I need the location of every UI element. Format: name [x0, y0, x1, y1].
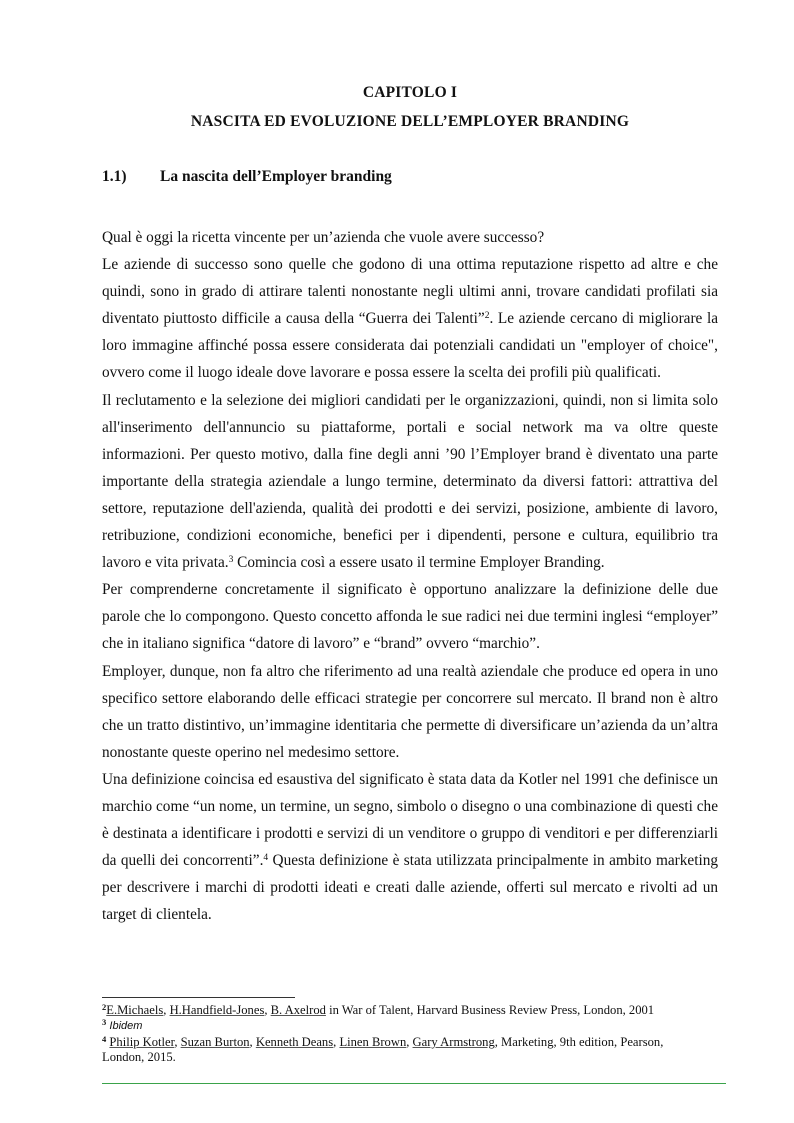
- footnote-author-link[interactable]: H.Handfield-Jones: [169, 1003, 265, 1017]
- body-text: [102, 224, 718, 928]
- footnote-ref[interactable]: 3: [228, 555, 234, 566]
- paragraph: Qual è oggi la ricetta vincente per un’azienda che vuole avere successo?: [102, 229, 545, 246]
- footnote-author-link[interactable]: Suzan Burton: [180, 1034, 250, 1049]
- section-heading: [102, 168, 718, 186]
- footnote-author-link[interactable]: E.Michaels: [106, 1003, 164, 1017]
- paragraph: Per comprenderne concretamente il significato è opportuno analizzare la definizione delle due parole che lo compongono. Questo concetto affonda le sue radici nei due termini inglesi “employer” che in italiano significa “datore di lavoro” e “brand” ovvero “marchio”.: [102, 581, 718, 653]
- section-number: 1.1): [102, 168, 127, 185]
- footnote-4: $^4$ Philip Kotler, Suzan Burton, Kenneth Deans, Linen Brown, Gary Armstrong, Marketing, 9th edition, Pearson, London, 2015.: [102, 1033, 664, 1065]
- section-title: La nascita dell’Employer branding: [160, 168, 392, 185]
- paragraph: Una definizione coincisa ed esaustiva del significato è stata data da Kotler nel 1991 che definisce un marchio come “un nome, un termine, un segno, simbolo o disegno o una combinazione di questi che è destinata a identificare i prodotti e servizi di un venditore o gruppo di venditori e per differenziarli da quelli dei concorrenti”.$^4$ Questa definizione è stata utilizzata principalmente in ambito marketing per descrivere i marchi di prodotti ideati e creati dalle aziende, offerti sul mercato e rivolti ad un target di clientela.: [102, 770, 718, 924]
- footnote-separator: [102, 997, 295, 998]
- footnotes: [102, 1003, 702, 1066]
- chapter-number: CAPITOLO I: [362, 84, 458, 101]
- footnote-author-link[interactable]: B. Axelrod: [270, 1003, 326, 1017]
- paragraph: Il reclutamento e la selezione dei migliori candidati per le organizzazioni, quindi, non si limita solo all'inserimento dell'annuncio su piattaforme, portali e social network ma va oltre queste informazioni. Per questo motivo, dalla fine degli anni ’90 l’Employer brand è diventato una parte importante della strategia aziendale a lungo termine, determinato da diversi fattori: attrattiva del settore, reputazione dell'azienda, qualità dei prodotti e dei servizi, posizione, ambiente di lavoro, retribuzione, condizioni economiche, benefici per i dipendenti, persone e cultura, equilibrio tra lavoro e vita privata.$^3$ Comincia così a essere usato il termine Employer Branding.: [102, 391, 718, 572]
- footnote-author-link[interactable]: Philip Kotler: [109, 1034, 175, 1049]
- footnote-3: $^3$ Ibidem: [102, 1017, 143, 1033]
- footer-bar: [102, 1083, 726, 1084]
- footnote-author-link[interactable]: Gary Armstrong: [412, 1034, 495, 1049]
- paragraph: Employer, dunque, non fa altro che riferimento ad una realtà aziendale che produce ed opera in uno specifico settore elaborando delle efficaci strategie per concorrere sul mercato. Il brand non è altro che un tratto distintivo, un’immagine identitaria che permette di diversificare un’azienda da un’altra nonostante queste operino nel medesimo settore.: [102, 662, 718, 761]
- footnote-ref[interactable]: 2: [484, 311, 490, 322]
- footnote-ref[interactable]: 4: [263, 853, 269, 864]
- footnote-author-link[interactable]: Kenneth Deans: [255, 1034, 334, 1049]
- paragraph: Le aziende di successo sono quelle che godono di una ottima reputazione rispetto ad altre e che quindi, sono in grado di attirare talenti nonostante negli ultimi anni, trovare candidati profilati sia diventato piuttosto difficile a causa della “Guerra dei Talenti”$^2$. Le aziende cercano di migliorare la loro immagine affinché possa essere considerata dai potenziali candidati un "employer of choice", ovvero come il luogo ideale dove lavorare e possa essere la scelta dei profili più qualificati.: [102, 256, 718, 382]
- footnote-2: $^2$E.Michaels, H.Handfield-Jones, B. Axelrod in War of Talent, Harvard Business Review Press, London, 2001: [102, 1002, 655, 1017]
- footnote-author-link[interactable]: Linen Brown: [339, 1034, 407, 1049]
- chapter-title: NASCITA ED EVOLUZIONE DELL’EMPLOYER BRANDING: [190, 113, 630, 130]
